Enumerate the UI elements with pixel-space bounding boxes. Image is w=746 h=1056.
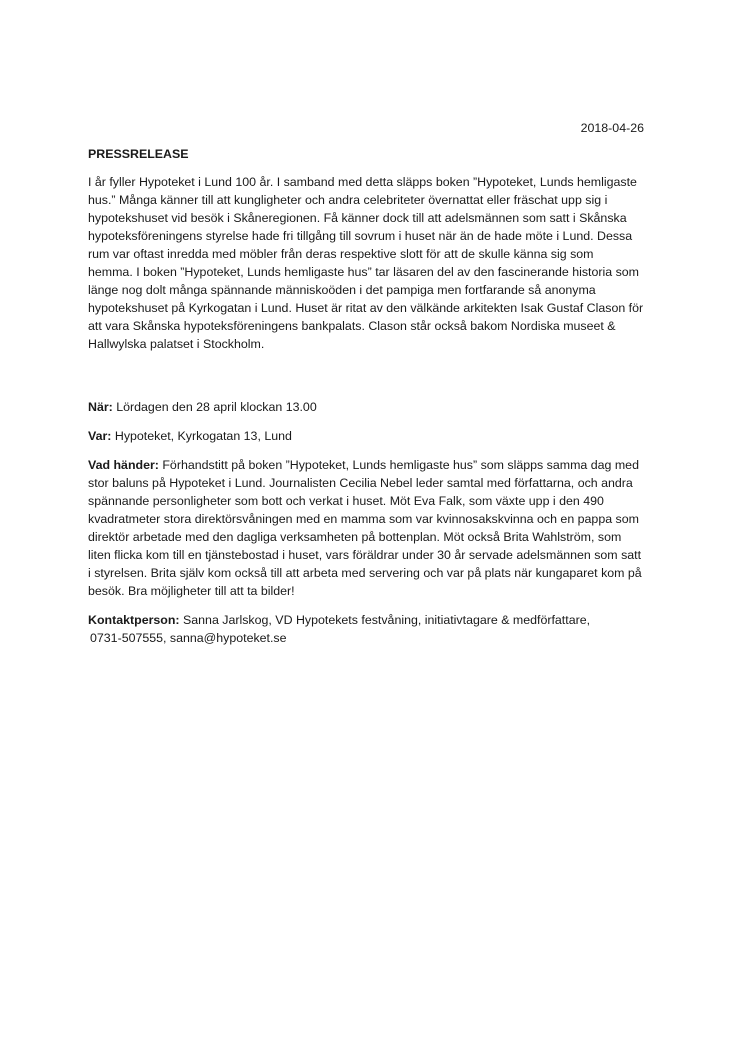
document-date: 2018-04-26 [580,121,644,135]
document-body [88,145,668,647]
contact-paragraph [88,611,668,629]
what-paragraph [88,456,668,600]
where-paragraph [88,427,668,445]
contact-details: 0731-507555, sanna@hypoteket.se [90,631,287,645]
contact-label: Kontaktperson: [88,613,180,627]
press-release-heading: PRESSRELEASE [88,147,189,161]
what-value: Förhandstitt på boken ”Hypoteket, Lunds hemligaste hus” som släpps samma dag med stor baluns på Hypoteket i Lund. Journalisten Cecilia Nebel leder samtal med författarna, och andra spännande personligheter som bott och verkat i huset. Möt Eva Falk, som växte upp i den 490 kvadratmeter stora direktörsvåningen med en mamma som var kvinnosakskvinna och en pappa som direktör arbetade med den dagliga verksamheten på bottenplan. Möt också Brita Wahlström, som liten flicka kom till en tjänstebostad i huset, vars föräldrar under 30 år servade adelsmännen som satt i styrelsen. Brita själv kom också till att arbeta med servering och var på plats när kungaparet kom på besök. Bra möjligheter till att ta bilder! [88,458,642,598]
intro-paragraph: I år fyller Hypoteket i Lund 100 år. I samband med detta släpps boken ”Hypoteket, Lunds hemligaste hus.” Många känner till att kungligheter och andra celebriteter övernattat eller fräschat upp sig i hypotekshuset vid besök i Skåneregionen. Få känner dock till att adelsmännen som satt i Skånska hypoteksföreningens styrelse hade fri tillgång till sovrum i huset när än de hade möte i Lund. Dessa rum var oftast inredda med möbler från deras respektive slott för att de skulle känna sig som hemma. I boken ”Hypoteket, Lunds hemligaste hus” tar läsaren del av den fascinerande historia som länge nog dolt många spännande människoöden i det pampiga men fortfarande så anonyma hypotekshuset på Kyrkogatan i Lund. Huset är ritat av den välkände arkitekten Isak Gustaf Clason för att vara Skånska hypoteksföreningens bankpalats. Clason står också bakom Nordiska museet & Hallwylska palatset i Stockholm. [88,175,644,351]
when-label: När: [88,400,113,414]
where-label: Var: [88,429,112,443]
contact-value: Sanna Jarlskog, VD Hypotekets festvåning, initiativtagare & medförfattare, [179,613,591,627]
when-paragraph [88,398,668,416]
where-value: Hypoteket, Kyrkogatan 13, Lund [111,429,292,443]
when-value: Lördagen den 28 april klockan 13.00 [112,400,317,414]
what-label: Vad händer: [88,458,159,472]
